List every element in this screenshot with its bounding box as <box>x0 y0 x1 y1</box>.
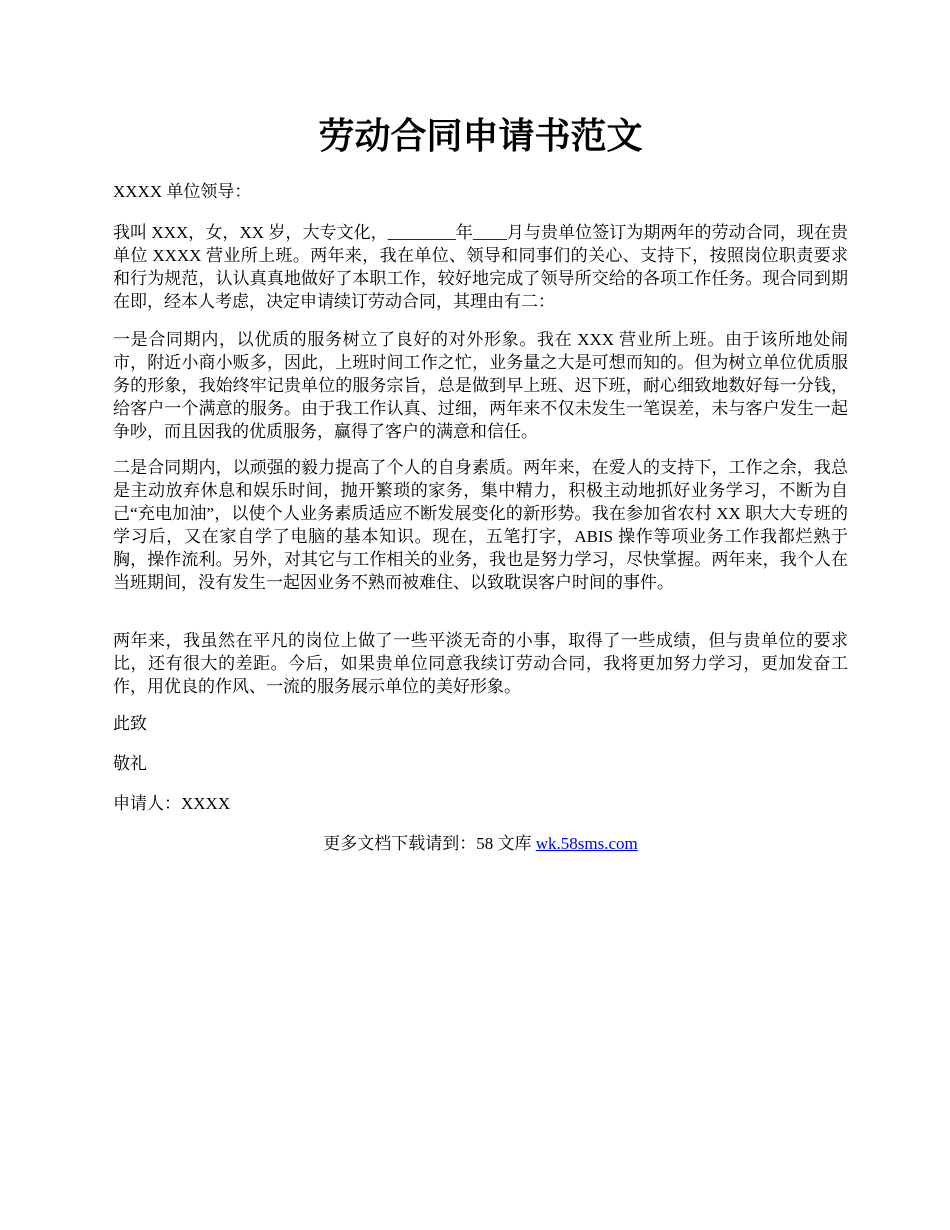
paragraph-reason-one: 一是合同期内，以优质的服务树立了良好的对外形象。我在 XXX 营业所上班。由于该所地处闹市，附近小商小贩多，因此，上班时间工作之忙，业务量之大是可想而知的。但为树立单位优质服务的形象，我始终牢记贵单位的服务宗旨，总是做到早上班、迟下班，耐心细致地数好每一分钱，给客户一个满意的服务。由于我工作认真、过细，两年来不仅未发生一笔误差，未与客户发生一起争吵，而且因我的优质服务，赢得了客户的满意和信任。 <box>113 330 848 441</box>
footer-link[interactable]: wk.58sms.com <box>535 834 638 853</box>
closing-salute: 敬礼 <box>113 754 147 773</box>
closing-greeting: 此致 <box>113 714 147 733</box>
paragraph-reason-two: 二是合同期内，以顽强的毅力提高了个人的自身素质。两年来，在爱人的支持下，工作之余，我总是主动放弃休息和娱乐时间，抛开繁琐的家务，集中精力，积极主动地抓好业务学习，不断为自己“充电加油”，以使个人业务素质适应不断发展变化的新形势。我在参加省农村 XX 职大大专班的学习后，又在家自学了电脑的基本知识。现在，五笔打字，ABIS 操作等项业务工作我都烂熟于胸，操作流利。另外，对其它与工作相关的业务，我也是努力学习，尽快掌握。两年来，我个人在当班期间，没有发生一起因业务不熟而被难住、以致耽误客户时间的事件。 <box>113 458 848 592</box>
paragraph-conclusion: 两年来，我虽然在平凡的岗位上做了一些平淡无奇的小事，取得了一些成绩，但与贵单位的要求比，还有很大的差距。今后，如果贵单位同意我续订劳动合同，我将更加努力学习，更加发奋工作，用优良的作风、一流的服务展示单位的美好形象。 <box>113 631 848 696</box>
paragraph-intro: 我叫 XXX，女，XX 岁，大专文化，________年____月与贵单位签订为期两年的劳动合同，现在贵单位 XXXX 营业所上班。两年来，我在单位、领导和同事们的关心、支持下，按照岗位职责要求和行为规范，认认真真地做好了本职工作，较好地完成了领导所交给的各项工作任务。现合同到期在即，经本人考虑，决定申请续订劳动合同，其理由有二： <box>113 223 848 311</box>
document-title: 劳动合同申请书范文 <box>318 116 643 156</box>
salutation: XXXX 单位领导： <box>113 182 252 201</box>
footer <box>113 832 848 855</box>
signature: 申请人：XXXX <box>113 794 231 813</box>
footer-prefix: 更多文档下载请到：58 文库 <box>323 834 536 853</box>
